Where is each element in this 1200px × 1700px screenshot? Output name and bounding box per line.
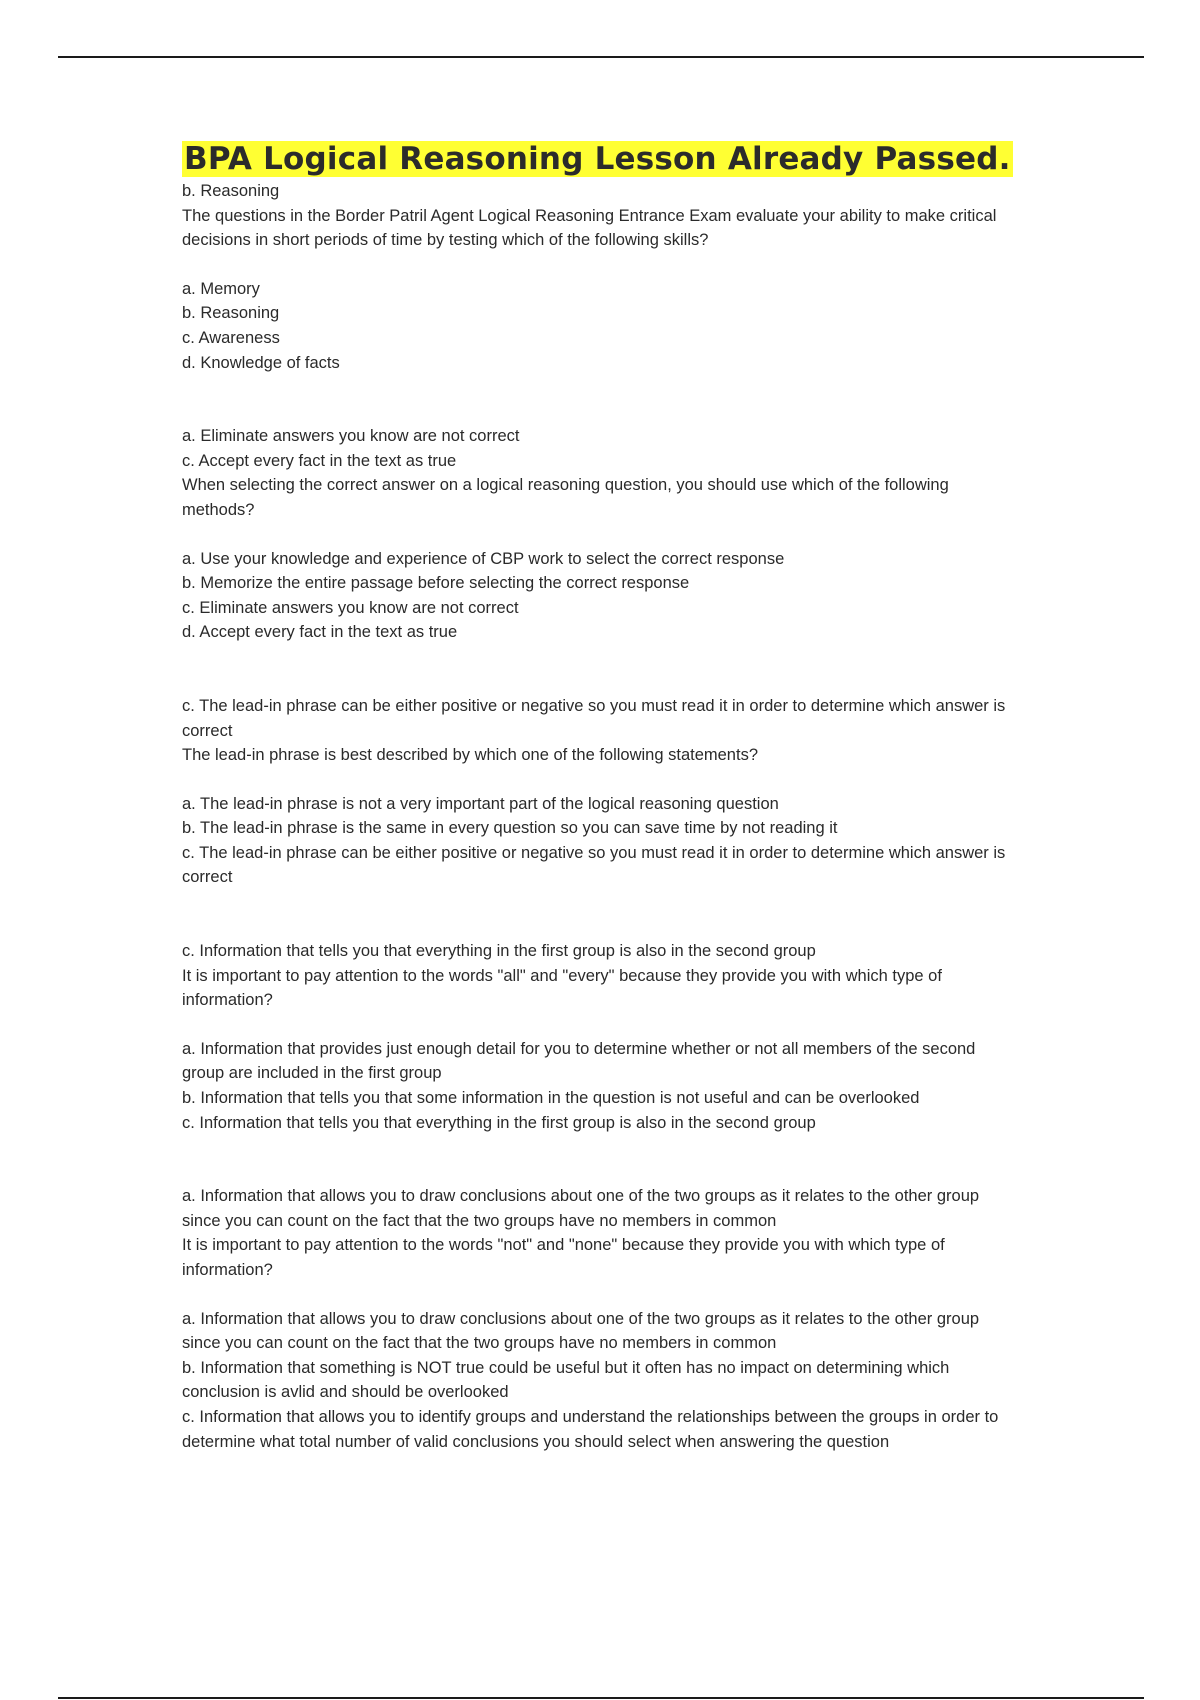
option-line: c. Eliminate answers you know are not correct	[182, 598, 519, 617]
option-line: a. Information that allows you to draw conclusions about one of the two groups as it relates to the other group since you can count on the fact that the two groups have no members in common	[182, 1309, 980, 1353]
option-line: d. Accept every fact in the text as true	[182, 623, 458, 642]
document-title: BPA Logical Reasoning Lesson Already Passed.	[184, 141, 1011, 177]
option-line: d. Knowledge of facts	[182, 353, 340, 372]
answer-line: c. The lead-in phrase can be either positive or negative so you must read it in order to determine which answer is correct	[182, 696, 1006, 740]
qa-block	[182, 1184, 1022, 1454]
answer-line: a. Eliminate answers you know are not correct	[182, 427, 520, 446]
option-line: b. Information that tells you that some information in the question is not useful and can be overlooked	[182, 1089, 920, 1108]
option-line: a. Memory	[182, 279, 260, 298]
question-text: It is important to pay attention to the words "not" and "none" because they provide you with which type of information?	[182, 1236, 945, 1279]
qa-block	[182, 694, 1022, 890]
header-rule	[58, 56, 1144, 58]
option-line: a. Use your knowledge and experience of CBP work to select the correct response	[182, 549, 785, 568]
option-line: b. Reasoning	[182, 304, 280, 323]
option-line: a. Information that provides just enough detail for you to determine whether or not all members of the second group are included in the first group	[182, 1039, 976, 1083]
answer-line: b. Reasoning	[182, 182, 280, 200]
qa-block	[182, 179, 1022, 375]
question-text: When selecting the correct answer on a logical reasoning question, you should use which of the following methods?	[182, 476, 949, 519]
option-line: c. Information that tells you that everything in the first group is also in the second group	[182, 1113, 816, 1132]
option-line: c. Information that allows you to identify groups and understand the relationships between the groups in order to determine what total number of valid conclusions you should select when answering the question	[182, 1407, 999, 1451]
option-line: a. The lead-in phrase is not a very important part of the logical reasoning question	[182, 794, 779, 813]
document-body	[182, 140, 1022, 1454]
qa-block	[182, 939, 1022, 1135]
answer-line: c. Information that tells you that everything in the first group is also in the second group	[182, 942, 816, 961]
option-line: c. The lead-in phrase can be either positive or negative so you must read it in order to determine which answer is correct	[182, 843, 1006, 887]
answer-line: c. Accept every fact in the text as true	[182, 451, 457, 470]
question-text: The lead-in phrase is best described by which one of the following statements?	[182, 746, 758, 765]
option-line: b. Information that something is NOT true could be useful but it often has no impact on determining which conclusion is avlid and should be overlooked	[182, 1358, 950, 1402]
qa-block	[182, 424, 1022, 645]
footer-rule	[58, 1697, 1144, 1699]
option-line: b. Memorize the entire passage before selecting the correct response	[182, 574, 690, 593]
question-text: It is important to pay attention to the words "all" and "every" because they provide you with which type of information?	[182, 966, 942, 1010]
question-text: The questions in the Border Patril Agent Logical Reasoning Entrance Exam evaluate your ability to make critical decisions in short periods of time by testing which of the following skills?	[182, 206, 997, 250]
option-line: c. Awareness	[182, 328, 280, 347]
answer-line: a. Information that allows you to draw conclusions about one of the two groups as it relates to the other group since you can count on the fact that the two groups have no members in common	[182, 1187, 980, 1230]
option-line: b. The lead-in phrase is the same in every question so you can save time by not reading it	[182, 819, 838, 838]
